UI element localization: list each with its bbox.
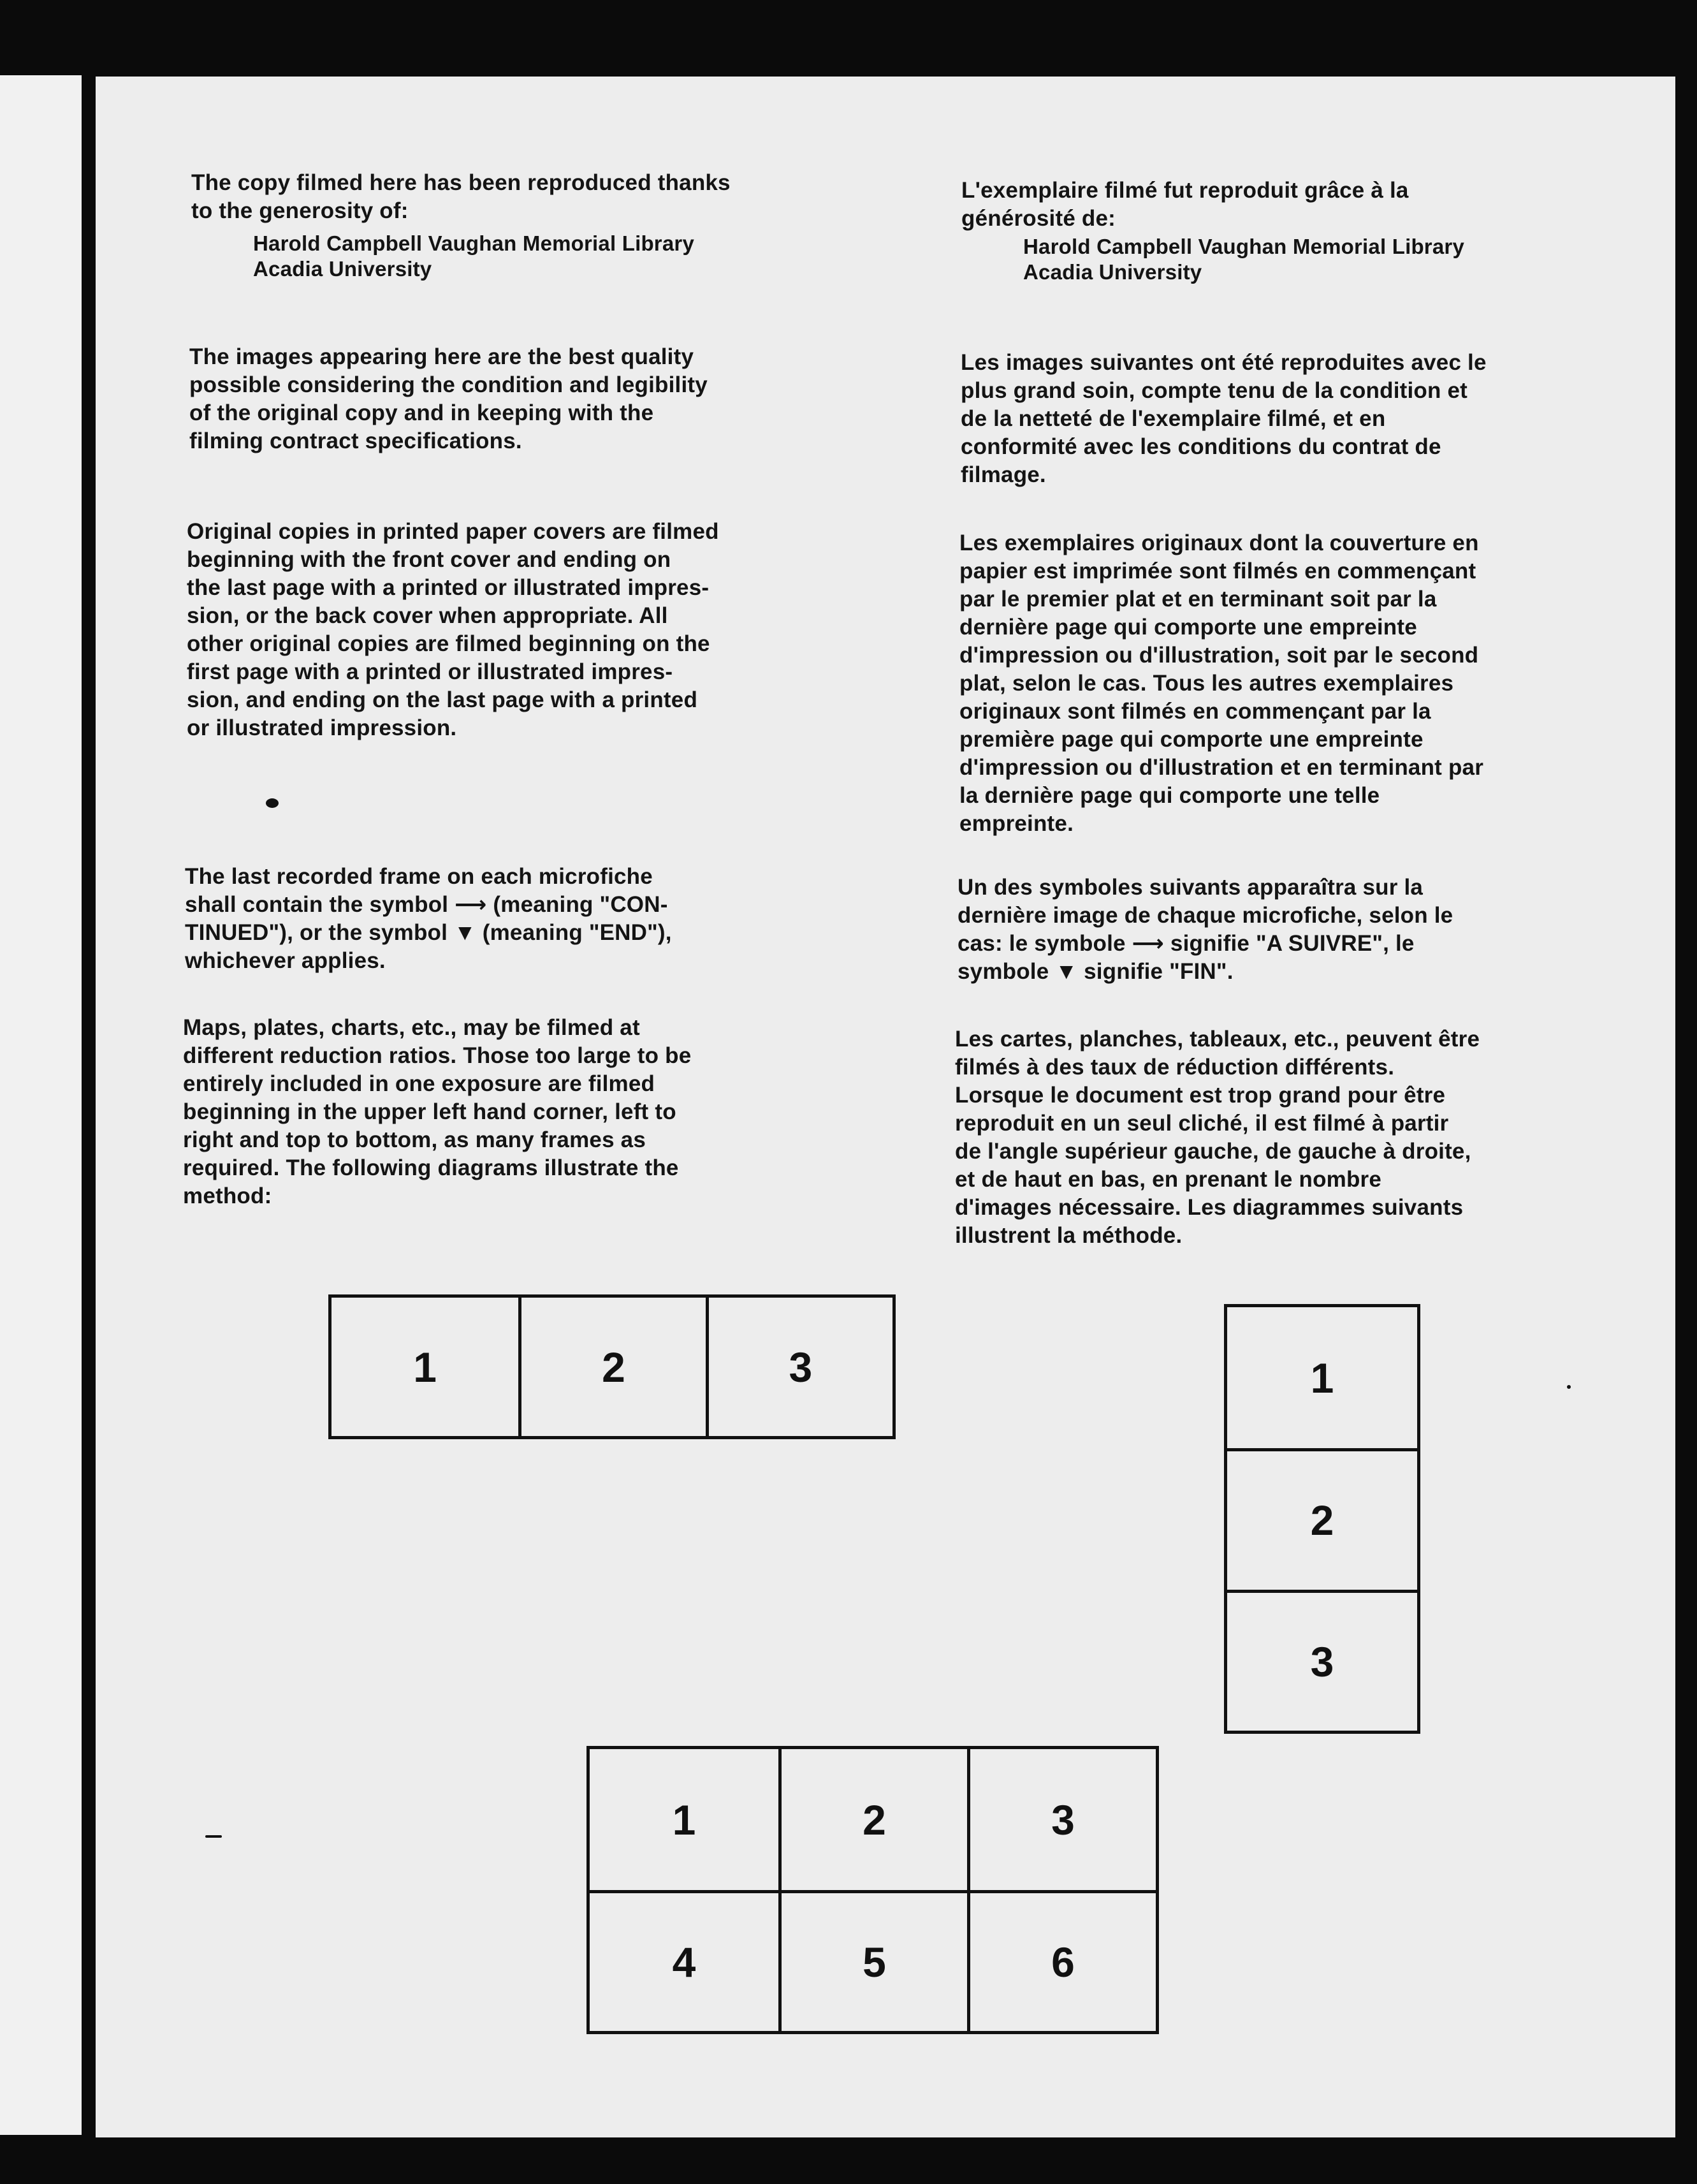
ink-speck xyxy=(266,798,279,808)
right-symbol-note: Un des symboles suivants apparaîtra sur la dernière image de chaque microfiche, selon le cas: le symbole ⟶ signifie "A SUIVRE", le symbole ▼ signifie "FIN". xyxy=(958,875,1453,984)
frame-cell: 4 xyxy=(590,1890,778,2031)
left-filming-order: Original copies in printed paper covers are filmed beginning with the front cover and ending on the last page with a printed or illustrated impres- sion, or the back cover when appropriate. All other original copies are filmed beginning on the first page with a printed or illustrated impres- sion, and ending on the last page with a printed or illustrated impression. xyxy=(187,519,719,740)
left-image-quality: The images appearing here are the best quality possible considering the condition and legibility of the original copy and in keeping with the filming contract specifications. xyxy=(189,344,708,453)
right-image-quality: Les images suivantes ont été reproduites avec le plus grand soin, compte tenu de la condition et de la netteté de l'exemplaire filmé, et en conformité avec les conditions du contrat de filmage. xyxy=(961,350,1487,487)
right-library-name: Harold Campbell Vaughan Memorial Library Acadia University xyxy=(1023,235,1464,284)
right-maps-note: Les cartes, planches, tableaux, etc., peuvent être filmés à des taux de réduction différents. Lorsque le document est trop grand pour être reproduit en un seul cliché, il est filmé à partir de l'angle supérieur gauche, de gauche à droite, et de haut en bas, en prenant le nombre d'images nécessaire. Les diagrammes suivants illustrent la méthode. xyxy=(955,1027,1480,1248)
left-symbol-note: The last recorded frame on each microfiche shall contain the symbol ⟶ (meaning "CON- TINUED"), or the symbol ▼ (meaning "END"), whichever applies. xyxy=(185,864,672,973)
left-library-name: Harold Campbell Vaughan Memorial Library Acadia University xyxy=(253,231,694,281)
diagram-grid-frames xyxy=(586,1746,1159,2034)
frame-cell: 2 xyxy=(1227,1448,1417,1589)
right-filming-order: Les exemplaires originaux dont la couverture en papier est imprimée sont filmés en commençant par le premier plat et en terminant soit par la dernière page qui comporte une empreinte d'impression ou d'illustration, soit par le second plat, selon le cas. Tous les autres exemplaires originaux sont filmés en commençant par la première page qui comporte une empreinte d'impression ou d'illustration et en terminant par la dernière page qui comporte une telle empreinte. xyxy=(959,531,1484,836)
frame-cell: 1 xyxy=(672,1796,696,1843)
dust-speck xyxy=(205,1835,222,1838)
frame-cell: 2 xyxy=(518,1298,705,1436)
frame-cell: 5 xyxy=(778,1890,967,2031)
frame-cell: 3 xyxy=(967,1749,1156,1890)
left-acknowledgement: The copy filmed here has been reproduced thanks to the generosity of: xyxy=(191,170,731,223)
frame-cell: 1 xyxy=(1310,1354,1334,1402)
left-maps-note: Maps, plates, charts, etc., may be filmed at different reduction ratios. Those too large to be entirely included in one exposure are filmed beginning in the upper left hand corner, left to right and top to bottom, as many frames as required. The following diagrams illustrate the method: xyxy=(183,1015,692,1208)
diagram-horizontal-frames xyxy=(328,1294,896,1439)
right-acknowledgement: L'exemplaire filmé fut reproduit grâce à la générosité de: xyxy=(961,178,1409,231)
adjacent-page-strip xyxy=(0,75,82,2135)
diagram-vertical-frames xyxy=(1224,1304,1420,1734)
frame-cell: 3 xyxy=(1227,1590,1417,1731)
frame-cell: 3 xyxy=(706,1298,892,1436)
frame-cell: 6 xyxy=(967,1890,1156,2031)
frame-cell: 1 xyxy=(413,1343,437,1391)
frame-cell: 2 xyxy=(778,1749,967,1890)
dust-speck xyxy=(1567,1385,1571,1389)
